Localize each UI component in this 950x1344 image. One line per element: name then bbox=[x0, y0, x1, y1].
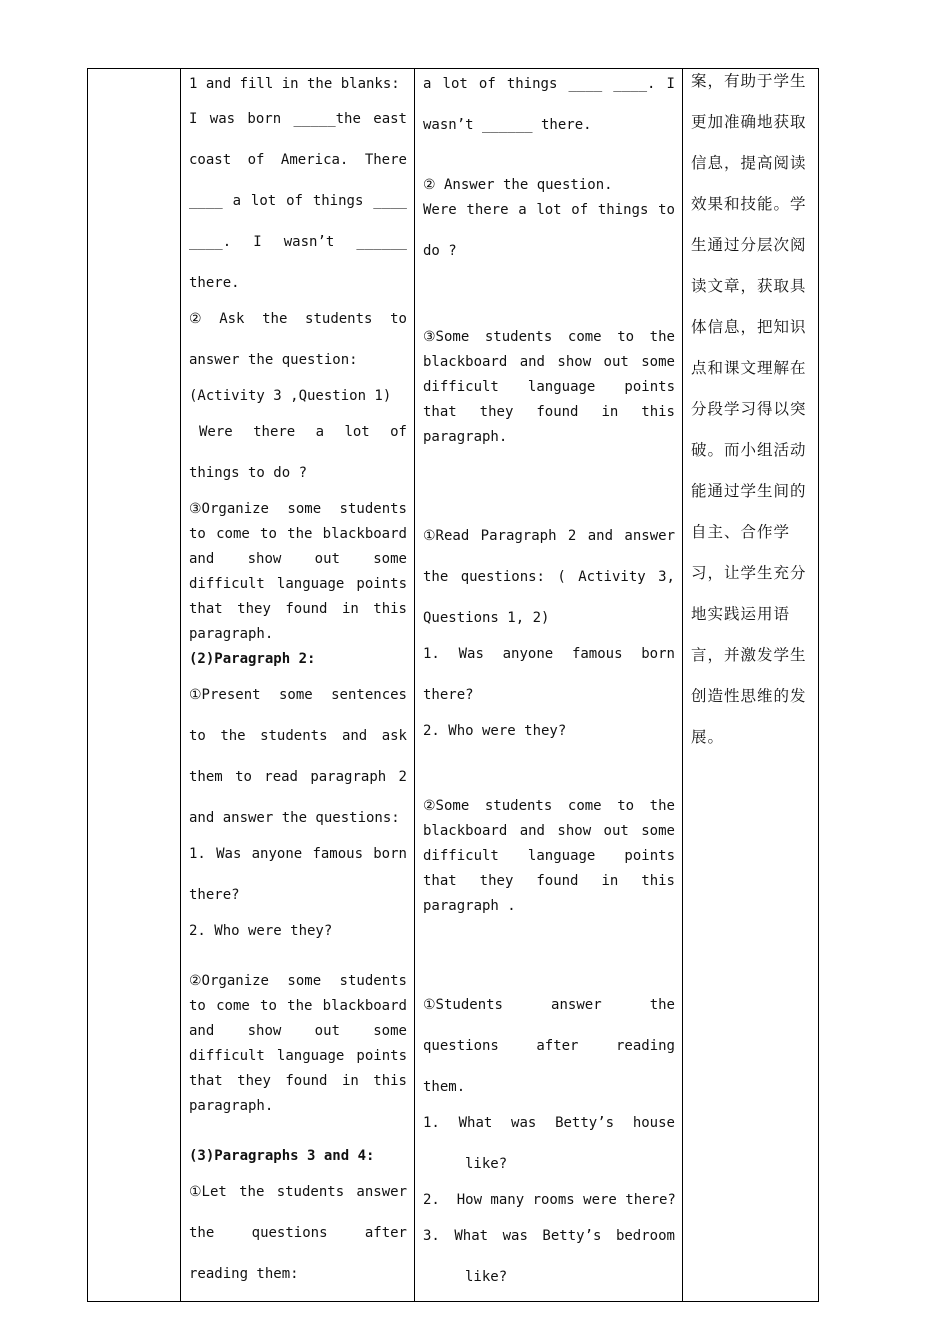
text-line: ② Answer the question. bbox=[423, 177, 613, 193]
text-line: and show out some bbox=[189, 551, 407, 567]
text-line: ②Organize some students bbox=[189, 973, 407, 989]
text-line: ①Present some sentences bbox=[189, 687, 407, 703]
text-line: things to do ? bbox=[189, 465, 308, 481]
text-line: 1. Was anyone famous born bbox=[189, 846, 407, 862]
text-line: 2. Who were they? bbox=[189, 923, 333, 939]
text-line: Questions 1, 2) bbox=[423, 610, 550, 626]
column-stage bbox=[88, 69, 181, 1301]
text-line: paragraph. bbox=[189, 626, 274, 642]
text-line: like? bbox=[465, 1156, 508, 1172]
section-heading: (3)Paragraphs 3 and 4: bbox=[189, 1148, 375, 1164]
section-heading: (2)Paragraph 2: bbox=[189, 651, 316, 667]
text-line: there. bbox=[189, 275, 240, 291]
text-line: ② Ask the students to bbox=[189, 311, 407, 327]
text-line: Were there a lot of bbox=[199, 424, 407, 440]
design-intent-text: 案，有助于学生更加准确地获取信息，提高阅读效果和技能。学生通过分层次阅读文章，获取具体信息，把知识点和课文理解在分段学习得以突破。而小组活动能通过学生间的自主、合作学习，让学生充分地实践运用语言，并激发学生创造性思维的发展。 bbox=[691, 72, 807, 746]
text-line: difficult language points bbox=[423, 848, 675, 864]
text-line: ③Some students come to the bbox=[423, 329, 675, 345]
text-line: ____. I wasn’t ______ bbox=[189, 234, 407, 250]
text-line: wasn’t ______ there. bbox=[423, 117, 592, 133]
text-line: that they found in this bbox=[189, 601, 407, 617]
text-line: to the students and ask bbox=[189, 728, 407, 744]
text-line: I was born _____the east bbox=[189, 111, 407, 127]
text-line: answer the question: bbox=[189, 352, 358, 368]
text-line: that they found in this bbox=[423, 404, 675, 420]
text-line: 2. How many rooms were there? bbox=[423, 1192, 676, 1208]
text-line: and answer the questions: bbox=[189, 810, 400, 826]
text-line: there? bbox=[189, 887, 240, 903]
text-line: difficult language points bbox=[189, 576, 407, 592]
text-line: ②Some students come to the bbox=[423, 798, 675, 814]
text-line: 2. Who were they? bbox=[423, 723, 567, 739]
text-line: coast of America. There bbox=[189, 152, 407, 168]
text-line: them. bbox=[423, 1079, 466, 1095]
text-line: ①Let the students answer bbox=[189, 1184, 407, 1200]
text-line: do ? bbox=[423, 243, 457, 259]
text-line: there? bbox=[423, 687, 474, 703]
text-line: ①Students answer the bbox=[423, 997, 675, 1013]
text-line: ____ a lot of things ____ bbox=[189, 193, 407, 209]
text-line: 1. What was Betty’s house bbox=[423, 1115, 675, 1131]
text-line: to come to the blackboard bbox=[189, 998, 407, 1014]
text-line: difficult language points bbox=[423, 379, 675, 395]
text-line: paragraph. bbox=[189, 1098, 274, 1114]
text-line: like? bbox=[465, 1269, 508, 1285]
text-line: that they found in this bbox=[189, 1073, 407, 1089]
text-line: to come to the blackboard bbox=[189, 526, 407, 542]
text-line: paragraph. bbox=[423, 429, 508, 445]
lesson-plan-table bbox=[87, 68, 819, 1302]
text-line: ③Organize some students bbox=[189, 501, 407, 517]
text-line: that they found in this bbox=[423, 873, 675, 889]
text-line: the questions: ( Activity 3, bbox=[423, 569, 675, 585]
text-line: reading them: bbox=[189, 1266, 299, 1282]
text-line: ①Read Paragraph 2 and answer bbox=[423, 528, 675, 544]
text-line: 1. Was anyone famous born bbox=[423, 646, 675, 662]
text-line: the questions after bbox=[189, 1225, 407, 1241]
text-line: paragraph . bbox=[423, 898, 516, 914]
text-line: 3. What was Betty’s bedroom bbox=[423, 1228, 675, 1244]
text-line: difficult language points bbox=[189, 1048, 407, 1064]
text-line: a lot of things ____ ____. I bbox=[423, 76, 675, 92]
text-line: them to read paragraph 2 bbox=[189, 769, 407, 785]
text-line: 1 and fill in the blanks: bbox=[189, 76, 400, 92]
text-line: (Activity 3 ,Question 1) bbox=[189, 388, 392, 404]
column-student-activity bbox=[415, 69, 683, 1301]
column-teacher-activity bbox=[181, 69, 415, 1301]
text-line: questions after reading bbox=[423, 1038, 675, 1054]
text-line: blackboard and show out some bbox=[423, 823, 675, 839]
text-line: blackboard and show out some bbox=[423, 354, 675, 370]
column-design-intent bbox=[683, 69, 819, 1301]
text-line: Were there a lot of things to bbox=[423, 202, 675, 218]
text-line: and show out some bbox=[189, 1023, 407, 1039]
